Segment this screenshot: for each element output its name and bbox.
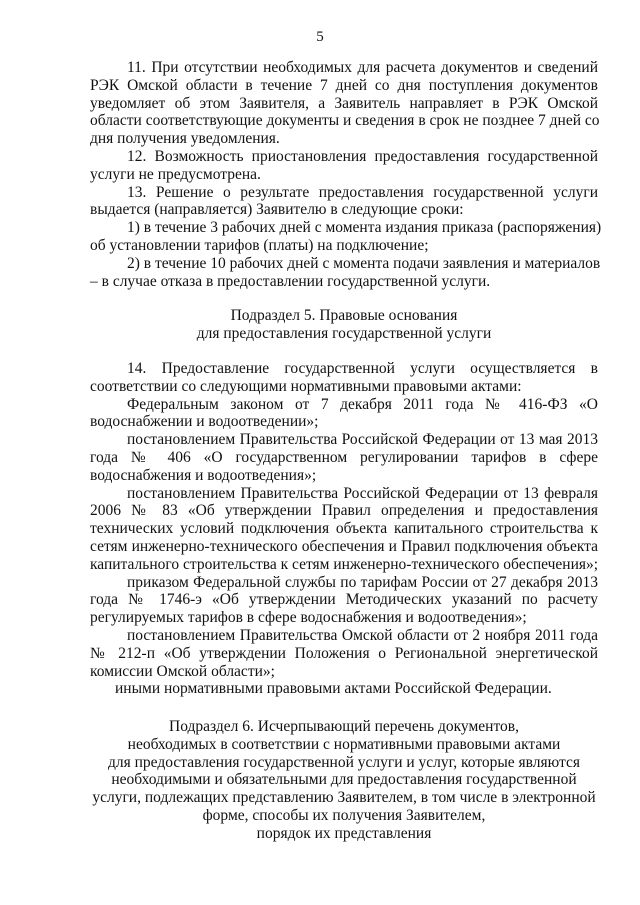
heading-line: для предоставления государственной услуги (196, 325, 492, 343)
text-line: постановлением Правительства Российской Федерации от 13 мая 2013 (127, 431, 598, 449)
heading-line: необходимых в соответствии с нормативными правовыми актами (127, 735, 561, 753)
text-line: технических условий подключения объекта капитального строительства к (90, 520, 598, 538)
text-line: соответствии со следующими нормативными правовыми актами: (90, 377, 522, 395)
text-line: постановлением Правительства Российской Федерации от 13 февраля (127, 484, 598, 502)
paragraph-14 (90, 360, 598, 698)
text-line: № 212-п «Об утверждении Положения о Региональной энергетической (90, 644, 598, 662)
paragraph-12 (90, 148, 598, 184)
text-line: РЭК Омской области в течение 7 дней со дня поступления документов (90, 76, 598, 94)
text-line: приказом Федеральной службы по тарифам России от 27 декабря 2013 (127, 573, 598, 591)
text-line: капитального строительства к сетям инженерно-технического обеспечения»; (90, 555, 599, 573)
text-line: комиссии Омской области»; (90, 662, 275, 680)
subsection-6-heading (90, 718, 598, 843)
text-line: года № 406 «О государственном регулировании тарифов в сфере (90, 448, 598, 466)
text-line: водоснабжении и водоотведении»; (90, 413, 319, 431)
subsection-5-heading (90, 307, 598, 343)
text-line: области соответствующие документы и сведения в срок не позднее 7 дней со (90, 112, 600, 130)
heading-line: услуги, подлежащих представлению Заявителем, в том числе в электронной (92, 789, 596, 807)
text-line: Федеральным законом от 7 декабря 2011 года № 416-ФЗ «О (127, 395, 598, 413)
text-line: услуги не предусмотрена. (90, 165, 261, 183)
page-number: 5 (316, 29, 324, 45)
text-line: иными нормативными правовыми актами Российской Федерации. (115, 680, 552, 698)
paragraph-13 (90, 183, 602, 291)
spacer (90, 343, 598, 360)
text-line: постановлением Правительства Омской области от 2 ноября 2011 года (127, 626, 598, 644)
text-line: 12. Возможность приостановления предоставления государственной (127, 147, 598, 165)
heading-line: форме, способы их получения Заявителем, (202, 807, 486, 825)
text-line: уведомляет об этом Заявителя, а Заявитель направляет в РЭК Омской (90, 94, 598, 112)
text-line: 2006 № 83 «Об утверждении Правил определения и предоставления (90, 502, 598, 520)
text-line: – в случае отказа в предоставлении государственной услуги. (90, 272, 491, 290)
heading-line: для предоставления государственной услуги и услуг, которые являются (107, 753, 581, 771)
spacer (90, 698, 598, 718)
text-line: регулируемых тарифов в сфере водоснабжения и водоотведения»; (90, 609, 527, 627)
text-line: 13. Решение о результате предоставления государственной услуги (127, 183, 598, 201)
heading-line: необходимыми и обязательными для предоставления государственной (111, 771, 577, 789)
text-line: 14. Предоставление государственной услуги осуществляется в (127, 359, 598, 377)
text-line: дня получения уведомления. (90, 130, 280, 148)
text-line: об установлении тарифов (платы) на подключение; (90, 236, 429, 254)
text-line: выдается (направляется) Заявителю в следующие сроки: (90, 201, 464, 219)
spacer (90, 290, 598, 307)
paragraph-11 (90, 59, 598, 148)
text-line: 11. При отсутствии необходимых для расчета документов и сведений (127, 59, 598, 76)
heading-line: Подраздел 6. Исчерпывающий перечень документов, (169, 718, 519, 736)
text-line: года № 1746-э «Об утверждении Методических указаний по расчету (90, 591, 598, 609)
document-body (90, 59, 602, 843)
text-line: 2) в течение 10 рабочих дней с момента подачи заявления и материалов (127, 254, 601, 272)
heading-line: порядок их представления (256, 824, 432, 842)
heading-line: Подраздел 5. Правовые основания (230, 307, 458, 325)
text-line: водоснабжения и водоотведения»; (90, 466, 317, 484)
text-line: 1) в течение 3 рабочих дней с момента издания приказа (распоряжения) (127, 219, 602, 237)
text-line: сетям инженерно-технического обеспечения и Правил подключения объекта (90, 537, 598, 555)
